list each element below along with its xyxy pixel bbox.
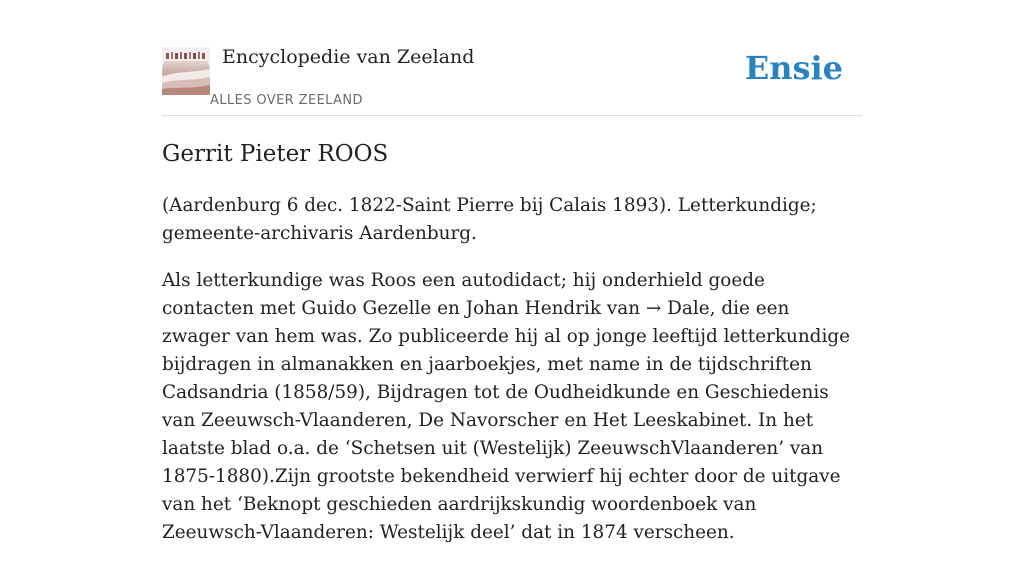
brand-logo[interactable]: Ensie: [744, 49, 843, 87]
site-avatar[interactable]: [162, 47, 210, 95]
site-header: [162, 44, 862, 116]
header-divider: [162, 115, 862, 116]
site-title[interactable]: Encyclopedie van Zeeland: [222, 46, 475, 68]
site-subtitle: ALLES OVER ZEELAND: [210, 93, 363, 108]
book-stack-icon: [162, 47, 210, 95]
article-paragraph: Als letterkundige was Roos een autodidact; hij onderhield goede contacten met Guido Gezelle en Johan Hendrik van → Dale, die een zwager van hem was. Zo publiceerde hij al op jonge leeftijd letterkundige bijdragen in almanakken en jaarboekjes, met name in de tijdschriften Cadsandria (1858/59), Bijdragen tot de Oudheidkunde en Geschiedenis van Zeeuwsch-Vlaanderen, De Navorscher en Het Leeskabinet. In het laatste blad o.a. de ‘Schetsen uit (Westelijk) ZeeuwschVlaanderen’ van 1875-1880).Zijn grootste bekendheid verwierf hij echter door de uitgave van het ‘Beknopt geschieden aardrijkskundig woordenboek van Zeeuwsch-Vlaanderen: Westelijk deel’ dat in 1874 verscheen.: [162, 270, 850, 543]
article: [162, 136, 862, 566]
article-paragraph: (Aardenburg 6 dec. 1822-Saint Pierre bij Calais 1893). Letterkundige; gemeente-archivaris Aardenburg.: [162, 195, 817, 244]
article-title: Gerrit Pieter ROOS: [162, 141, 389, 167]
